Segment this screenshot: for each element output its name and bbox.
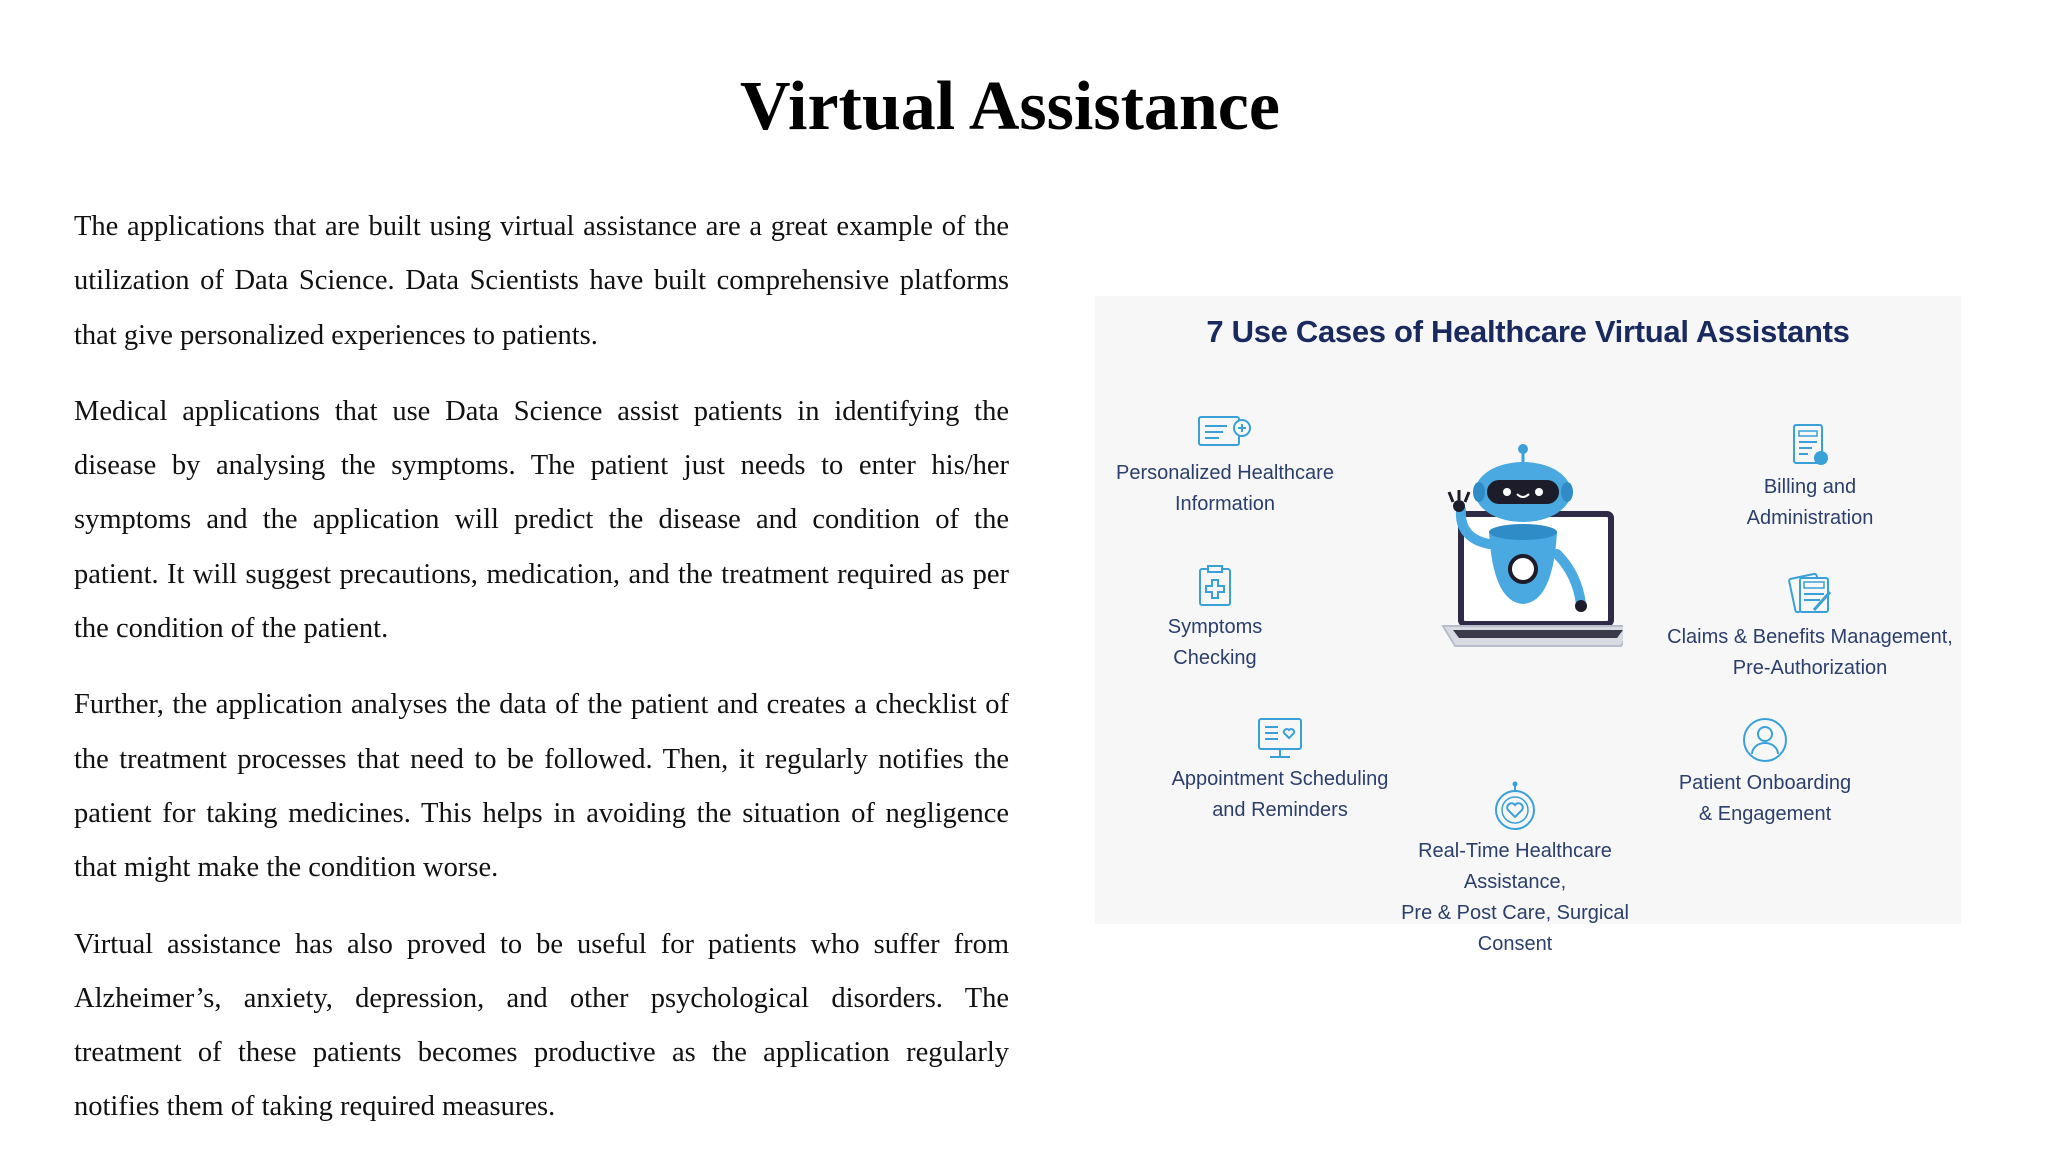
use-case-label: & Engagement (1698, 803, 1832, 825)
use-case-label: Pre & Post Care, Surgical Consent (1401, 902, 1629, 955)
paragraph: Further, the application analyses the data of the patient and creates a checklist of the treatment processes that need to be followed. Then, it regularly notifies the patient for taking medicines. This helps in avoiding the situation of negligence that might make the condition worse. (74, 689, 1009, 884)
paragraph: The applications that are built using virtual assistance are a great example of the utilization of Data Science. Data Scientists have built comprehensive platforms that give personalized experiences to patients. (74, 211, 1009, 351)
invoice-icon (1788, 422, 1832, 468)
heart-stopwatch-icon (1491, 780, 1539, 832)
use-case-label: Patient Onboarding (1678, 772, 1852, 794)
medical-clipboard-icon (1195, 564, 1235, 608)
chat-card-icon (1197, 414, 1253, 454)
infographic-title: 7 Use Cases of Healthcare Virtual Assistants (1206, 314, 1850, 349)
page-title: Virtual Assistance (740, 68, 1280, 145)
paragraph: Medical applications that use Data Science assist patients in identifying the disease by analysing the symptoms. The patient just needs to enter his/her symptoms and the application will predict the disease and condition of the patient. It will suggest precautions, medication, and the treatment required as per the condition of the patient. (74, 395, 1009, 645)
use-case-label: Personalized Healthcare (1116, 462, 1334, 484)
use-case-billing (1715, 422, 1905, 534)
robot-laptop-icon (1423, 444, 1623, 674)
use-case-label: Pre-Authorization (1732, 657, 1888, 679)
use-case-onboarding (1665, 716, 1865, 830)
use-case-symptoms (1140, 564, 1290, 674)
body-text (74, 200, 1009, 1157)
use-case-label: Appointment Scheduling (1171, 768, 1389, 790)
infographic (1095, 296, 1961, 955)
use-case-label: Symptoms (1167, 616, 1263, 638)
use-case-label: Checking (1173, 647, 1257, 669)
use-case-label: Billing and (1763, 476, 1857, 498)
use-case-realtime (1365, 780, 1665, 960)
use-case-appointment (1165, 716, 1395, 826)
claim-documents-icon (1784, 570, 1836, 618)
use-case-label: and Reminders (1212, 799, 1348, 821)
use-case-personalized (1115, 414, 1335, 520)
use-case-label: Real-Time Healthcare Assistance, (1418, 840, 1612, 893)
paragraph: Virtual assistance has also proved to be useful for patients who suffer from Alzheimer’s, anxiety, depression, and other psychological disorders. The treatment of these patients becomes productive as the application regularly notifies them of taking required measures. (74, 928, 1009, 1123)
use-case-label: Information (1174, 493, 1276, 515)
user-circle-icon (1741, 716, 1789, 764)
use-case-claims (1665, 570, 1955, 684)
use-case-label: Administration (1746, 507, 1874, 529)
use-case-label: Claims & Benefits Management, (1667, 626, 1953, 648)
monitor-calendar-icon (1256, 716, 1304, 760)
